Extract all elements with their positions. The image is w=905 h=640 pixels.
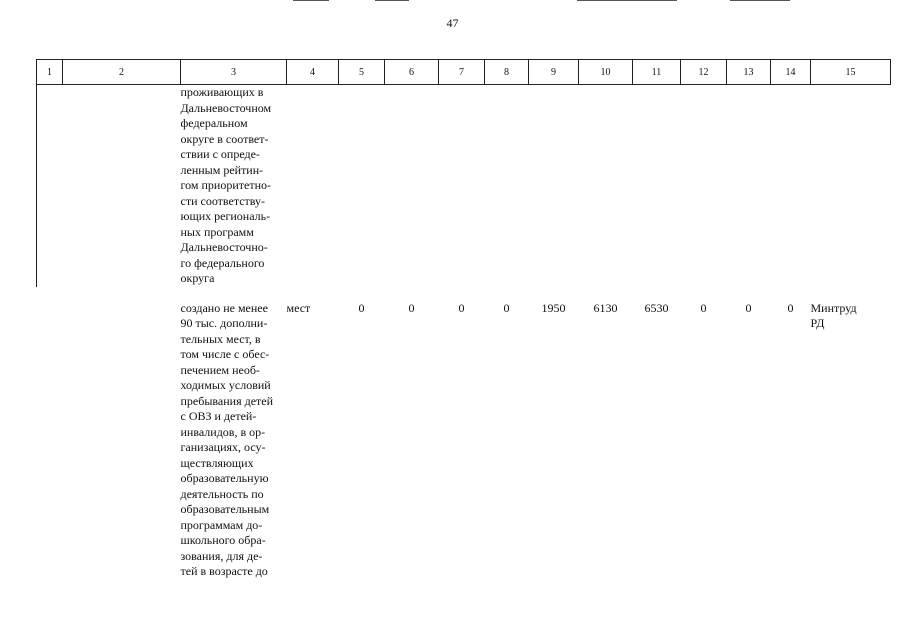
- description-line: тей в возрасте до: [180, 564, 268, 578]
- responsible-line: Минтруд: [810, 300, 857, 315]
- description-line: ганизациях, осу-: [180, 440, 266, 454]
- description-line: том числе с обес-: [180, 347, 270, 361]
- value-cell: 0: [503, 300, 510, 315]
- value-cell: 6130: [593, 300, 618, 315]
- column-header: 2: [63, 60, 181, 85]
- description-line: школьного обра-: [180, 533, 266, 547]
- description-line: федеральном: [180, 116, 248, 130]
- responsible-line: РД: [810, 316, 825, 330]
- description-line: с ОВЗ и детей-: [180, 409, 257, 423]
- responsible-cell: [811, 301, 891, 580]
- column-header: 4: [287, 60, 339, 85]
- page-number: 47: [446, 16, 459, 30]
- description-line: Дальневосточном: [180, 100, 272, 115]
- description-line: ленным рейтин-: [180, 162, 264, 177]
- description-line: Дальневосточно-: [180, 240, 268, 254]
- description-line: тельных мест, в: [180, 331, 261, 346]
- value-cell: 0: [458, 300, 465, 315]
- column-header: 10: [579, 60, 633, 85]
- description-line: округе в соответ-: [180, 131, 269, 146]
- value-cell: 0: [700, 300, 707, 315]
- column-header: 8: [485, 60, 529, 85]
- value-cell: 1950: [541, 300, 566, 315]
- description-line: зования, для де-: [180, 548, 263, 563]
- description-line: образовательным: [180, 502, 270, 516]
- description-line: округа: [180, 271, 215, 285]
- description-line: ществляющих: [180, 455, 254, 470]
- column-header: 7: [439, 60, 485, 85]
- column-header: 1: [37, 60, 63, 85]
- row-description: [181, 85, 287, 287]
- column-header: 3: [181, 60, 287, 85]
- table-row: [37, 301, 891, 580]
- description-line: сти соответству-: [180, 193, 266, 208]
- description-line: образовательную: [180, 471, 269, 485]
- column-header: 12: [681, 60, 727, 85]
- description-line: ных программ: [180, 224, 254, 239]
- scan-artifact-line: [293, 0, 329, 1]
- description-line: пребывания детей: [180, 393, 274, 408]
- description-line: инвалидов, в ор-: [180, 424, 266, 439]
- value-cell: 0: [787, 300, 794, 315]
- column-number-header-row: [37, 60, 891, 85]
- description-line: создано не менее: [180, 300, 268, 315]
- description-line: гом приоритетно-: [180, 178, 271, 192]
- description-line: ющих региональ-: [180, 209, 271, 223]
- value-cell: 0: [745, 300, 752, 315]
- row-description: [181, 301, 287, 580]
- description-line: ходимых условий: [180, 378, 271, 392]
- description-line: деятельность по: [180, 486, 264, 501]
- description-line: программам до-: [180, 517, 263, 532]
- program-indicators-table: [36, 59, 891, 580]
- unit-cell: мест: [286, 300, 311, 315]
- description-line: ствии с опреде-: [180, 147, 260, 161]
- value-cell: 6530: [644, 300, 669, 315]
- column-header: 15: [811, 60, 891, 85]
- scan-artifact-line: [375, 0, 409, 1]
- column-header: 9: [529, 60, 579, 85]
- description-line: печением необ-: [180, 362, 260, 377]
- column-header: 5: [339, 60, 385, 85]
- description-line: го федерального: [180, 255, 265, 270]
- column-header: 11: [633, 60, 681, 85]
- column-header: 13: [727, 60, 771, 85]
- description-line: проживающих в: [180, 85, 264, 99]
- column-header: 6: [385, 60, 439, 85]
- column-header: 14: [771, 60, 811, 85]
- description-line: 90 тыс. дополни-: [180, 316, 268, 330]
- table-row: [37, 85, 891, 287]
- value-cell: 0: [358, 300, 365, 315]
- value-cell: 0: [408, 300, 415, 315]
- scan-artifact-line: [730, 0, 790, 1]
- scan-artifact-line: [577, 0, 677, 1]
